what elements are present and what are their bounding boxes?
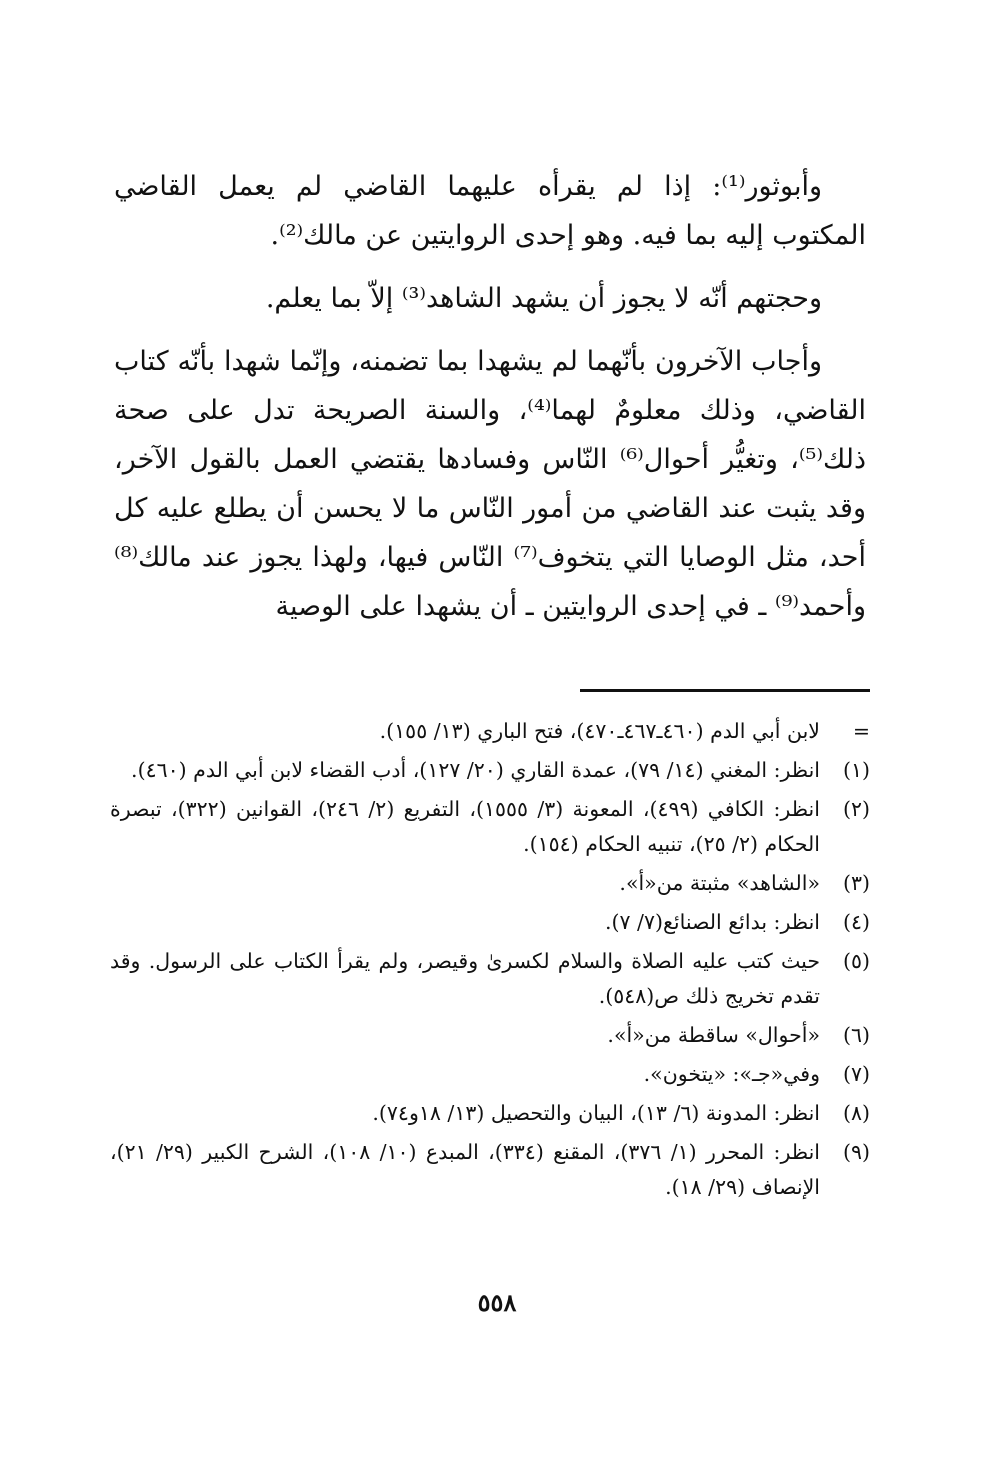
footnote-marker: (٩)	[842, 1140, 870, 1164]
footnote-marker: (٨)	[842, 1101, 870, 1125]
footnote-separator	[580, 689, 870, 692]
footnote-text: انظر: المغني (١٤/ ٧٩)، عمدة القاري (٢٠/ ١٢٧)، أدب القضاء لابن أبي الدم (٤٦٠).	[131, 758, 820, 782]
footnotes	[110, 714, 870, 1209]
footnote-8	[110, 1096, 870, 1131]
footnote-marker: (٧)	[842, 1062, 870, 1086]
paragraph-3: وأجاب الآخرون بأنّهما لم يشهدا بما تضمنه، وإنّما شهدا بأنّه كتاب القاضي، وذلك معلومٌ لهما⁽⁴⁾، والسنة الصريحة تدل على صحة ذلك⁽⁵⁾، وتغيُّر أحوال⁽⁶⁾ النّاس وفسادها يقتضي العمل بالقول الآخر، وقد يثبت عند القاضي من أمور النّاس ما لا يحسن أن يطلع عليه كل أحد، مثل الوصايا التي يتخوف⁽⁷⁾ النّاس فيها، ولهذا يجوز عند مالك⁽⁸⁾ وأحمد⁽⁹⁾ ـ في إحدى الروايتين ـ أن يشهدا على الوصية	[114, 346, 866, 622]
footnote-continued	[110, 714, 870, 749]
footnote-3	[110, 866, 870, 901]
footnote-6	[110, 1018, 870, 1053]
footnote-text: انظر: بدائع الصنائع(٧/ ٧).	[605, 910, 820, 934]
footnote-2	[110, 792, 870, 862]
footnote-text: «الشاهد» مثبتة من«أ».	[619, 871, 820, 895]
footnote-marker: (٤)	[842, 910, 870, 934]
main-text	[114, 162, 866, 631]
footnote-marker: =	[852, 719, 870, 743]
footnote-marker: (٢)	[842, 797, 870, 821]
paragraph-1: وأبوثور⁽¹⁾: إذا لم يقرأه عليهما القاضي لم يعمل القاضي المكتوب إليه بما فيه. وهو إحدى الروايتين عن مالك⁽²⁾.	[114, 171, 866, 251]
footnote-7	[110, 1057, 870, 1092]
page-number: ٥٥٨	[477, 1288, 517, 1317]
footnote-text: حيث كتب عليه الصلاة والسلام لكسرىٰ وقيصر، ولم يقرأ الكتاب على الرسول. وقد تقدم تخريج ذلك ص(٥٤٨).	[110, 949, 820, 1008]
footnote-marker: (١)	[842, 758, 870, 782]
footnote-text: انظر: المدونة (٦/ ١٣)، البيان والتحصيل (١٣/ ١٨و٧٤).	[372, 1101, 820, 1125]
footnote-1	[110, 753, 870, 788]
footnote-text: لابن أبي الدم (٤٦٠ـ٤٦٧ـ٤٧٠)، فتح الباري (١٣/ ١٥٥).	[379, 719, 820, 743]
footnote-text: انظر: الكافي (٤٩٩)، المعونة (٣/ ١٥٥٥)، التفريع (٢/ ٢٤٦)، القوانين (٣٢٢)، تبصرة الحكام (٢/ ٢٥)، تنبيه الحكام (١٥٤).	[110, 797, 820, 856]
footnote-4	[110, 905, 870, 940]
footnote-text: انظر: المحرر (١/ ٣٧٦)، المقنع (٣٣٤)، المبدع (١٠/ ١٠٨)، الشرح الكبير (٢٩/ ٢١)، الإنصاف (٢٩/ ١٨).	[110, 1140, 820, 1199]
footnote-marker: (٣)	[842, 871, 870, 895]
footnote-5	[110, 944, 870, 1014]
footnote-marker: (٥)	[842, 949, 870, 973]
footnote-marker: (٦)	[842, 1023, 870, 1047]
footnote-9	[110, 1135, 870, 1205]
footnote-text: «أحوال» ساقطة من«أ».	[607, 1023, 820, 1047]
paragraph-2: وحجتهم أنّه لا يجوز أن يشهد الشاهد⁽³⁾ إلاّ بما يعلم.	[265, 283, 822, 314]
footnote-text: وفي«جـ»: «يتخون».	[643, 1062, 820, 1086]
